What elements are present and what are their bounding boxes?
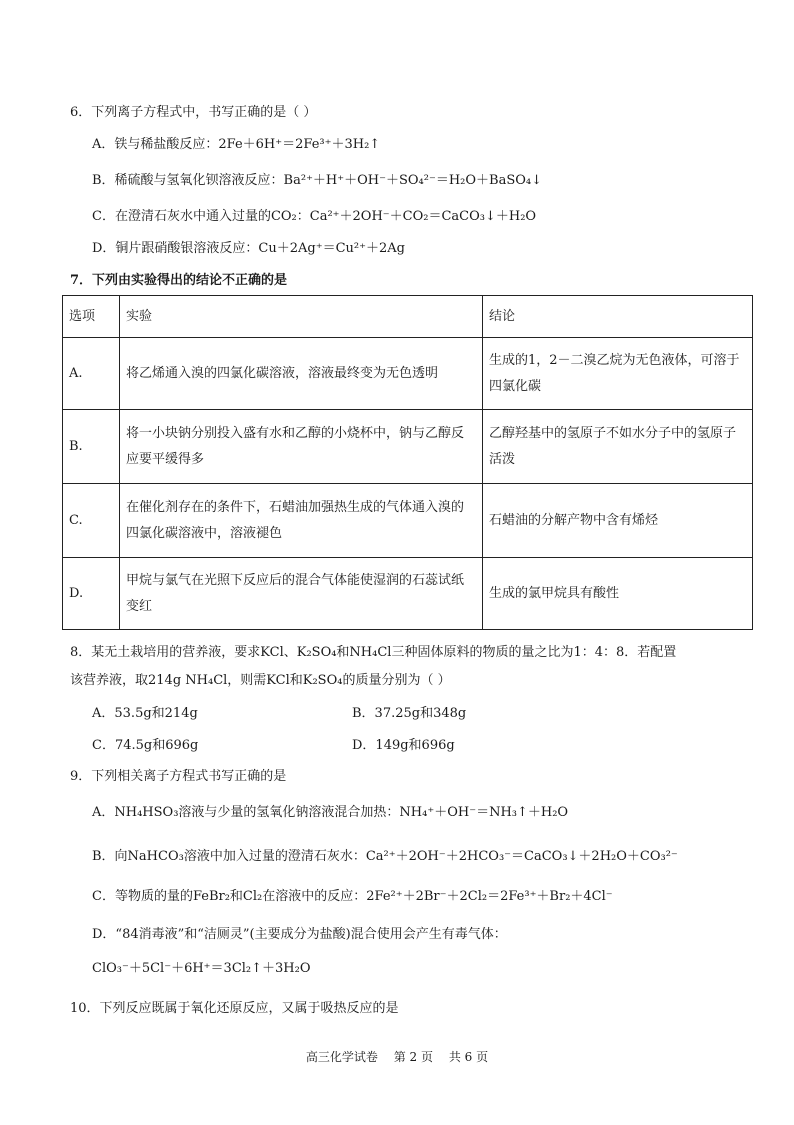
question-7-stem: 7．下列由实验得出的结论不正确的是 (70, 273, 288, 288)
row-option: D. (63, 558, 120, 630)
question-9-stem: 9．下列相关离子方程式书写正确的是 (70, 769, 287, 784)
page-footer (0, 1048, 794, 1065)
question-8-option-b: B．37.25g和348g (352, 706, 467, 721)
row-conclusion: 生成的1，2－二溴乙烷为无色液体，可溶于四氯化碳 (483, 338, 753, 410)
table-header-row (63, 296, 753, 338)
question-9-option-c: C．等物质的量的FeBr₂和Cl₂在溶液中的反应：2Fe²⁺＋2Br⁻＋2Cl₂＝2Fe³⁺＋Br₂＋4Cl⁻ (92, 889, 613, 904)
question-6-option-c: C．在澄清石灰水中通入过量的CO₂：Ca²⁺＋2OH⁻＋CO₂＝CaCO₃↓＋H₂O (92, 209, 537, 224)
question-8-option-c: C．74.5g和696g (92, 738, 199, 753)
header-option: 选项 (63, 296, 120, 338)
table-row (63, 410, 753, 484)
question-6-option-b: B．稀硫酸与氢氧化钡溶液反应：Ba²⁺＋H⁺＋OH⁻＋SO₄²⁻＝H₂O＋BaSO₄↓ (92, 173, 543, 188)
experiment-table (62, 295, 753, 630)
question-8-stem-line1: 8．某无土栽培用的营养液，要求KCl、K₂SO₄和NH₄Cl三种固体原料的物质的量之比为1：4：8．若配置 (70, 645, 677, 660)
question-9-option-d: D．“84消毒液”和“洁厕灵”(主要成分为盐酸)混合使用会产生有毒气体： (92, 927, 507, 942)
question-9-option-d-equation: ClO₃⁻＋5Cl⁻＋6H⁺＝3Cl₂↑＋3H₂O (92, 961, 311, 976)
question-9-option-b: B．向NaHCO₃溶液中加入过量的澄清石灰水：Ca²⁺＋2OH⁻＋2HCO₃⁻＝CaCO₃↓＋2H₂O＋CO₃²⁻ (92, 849, 678, 864)
row-conclusion: 生成的氯甲烷具有酸性 (483, 558, 753, 630)
row-experiment: 将一小块钠分别投入盛有水和乙醇的小烧杯中，钠与乙醇反应要平缓得多 (120, 410, 483, 484)
footer-page-number: 第 2 页 (393, 1050, 433, 1064)
table-row (63, 484, 753, 558)
question-10-stem: 10．下列反应既属于氧化还原反应，又属于吸热反应的是 (70, 1001, 399, 1016)
question-8-option-d: D．149g和696g (352, 738, 455, 753)
question-9-option-a: A．NH₄HSO₃溶液与少量的氢氧化钠溶液混合加热：NH₄⁺＋OH⁻＝NH₃↑＋H₂O (92, 805, 569, 820)
question-6-stem: 6．下列离子方程式中，书写正确的是（ ） (70, 105, 317, 120)
row-option: B. (63, 410, 120, 484)
footer-title: 高三化学试卷 (305, 1050, 378, 1064)
table-row (63, 558, 753, 630)
row-experiment: 将乙烯通入溴的四氯化碳溶液，溶液最终变为无色透明 (120, 338, 483, 410)
question-8-stem-line2: 该营养液，取214g NH₄Cl，则需KCl和K₂SO₄的质量分别为（ ） (70, 673, 451, 688)
row-experiment: 在催化剂存在的条件下，石蜡油加强热生成的气体通入溴的四氯化碳溶液中，溶液褪色 (120, 484, 483, 558)
row-conclusion: 乙醇羟基中的氢原子不如水分子中的氢原子活泼 (483, 410, 753, 484)
question-6-option-d: D．铜片跟硝酸银溶液反应：Cu＋2Ag⁺＝Cu²⁺＋2Ag (92, 241, 405, 256)
row-conclusion: 石蜡油的分解产物中含有烯烃 (483, 484, 753, 558)
question-6-option-a: A．铁与稀盐酸反应：2Fe＋6H⁺＝2Fe³⁺＋3H₂↑ (92, 137, 381, 152)
header-experiment: 实验 (120, 296, 483, 338)
row-option: C. (63, 484, 120, 558)
row-option: A. (63, 338, 120, 410)
table-row (63, 338, 753, 410)
question-8-option-a: A．53.5g和214g (92, 706, 198, 721)
row-experiment: 甲烷与氯气在光照下反应后的混合气体能使湿润的石蕊试纸变红 (120, 558, 483, 630)
footer-total-pages: 共 6 页 (448, 1050, 489, 1064)
header-conclusion: 结论 (483, 296, 753, 338)
